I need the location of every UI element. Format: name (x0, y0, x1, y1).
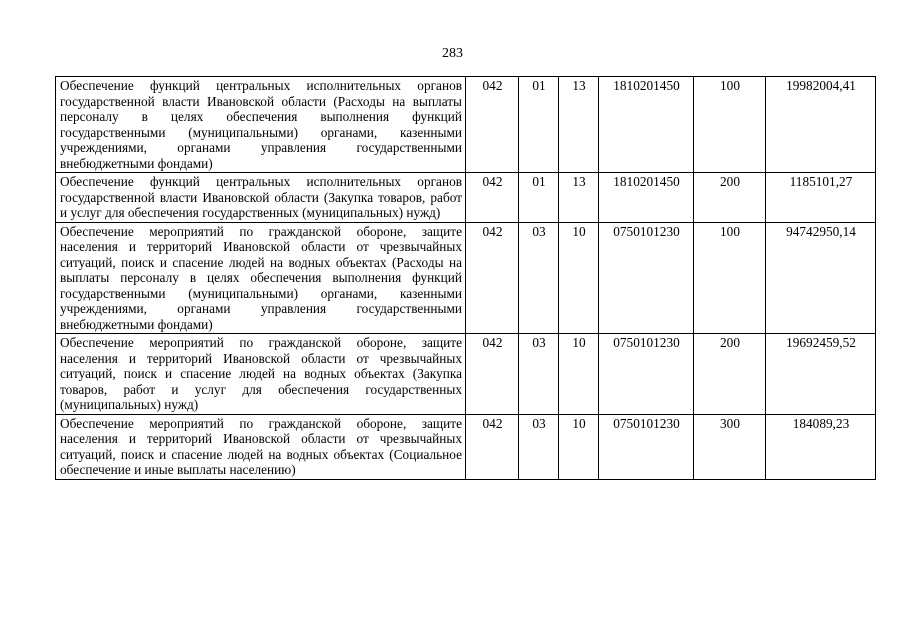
ministry-code: 042 (466, 414, 519, 479)
section-code: 01 (519, 77, 559, 173)
subsection-code: 10 (559, 414, 599, 479)
section-code: 03 (519, 414, 559, 479)
target-code: 1810201450 (599, 173, 694, 223)
row-description: Обеспечение мероприятий по гражданской обороне, защите населения и территорий Ивановской области от чрезвычайных ситуаций, поиск и спасение людей на водных объектах (Закупка товаров, работ и услуг для обеспечения государственных (муниципальных) нужд) (56, 334, 466, 415)
table-row (56, 173, 876, 223)
row-description: Обеспечение мероприятий по гражданской обороне, защите населения и территорий Ивановской области от чрезвычайных ситуаций, поиск и спасение людей на водных объектах (Расходы на выплаты персоналу в целях обеспечения выполнения функций государственными (муниципальными) органами, казенными учреждениями, органами управления государственными внебюджетными фондами) (56, 222, 466, 334)
table-row (56, 77, 876, 173)
ministry-code: 042 (466, 222, 519, 334)
target-code: 1810201450 (599, 77, 694, 173)
page-number: 283 (442, 46, 463, 61)
expense-type-code: 100 (694, 222, 766, 334)
expense-type-code: 200 (694, 173, 766, 223)
table-row (56, 334, 876, 415)
expense-type-code: 200 (694, 334, 766, 415)
amount: 19692459,52 (766, 334, 876, 415)
row-description: Обеспечение мероприятий по гражданской обороне, защите населения и территорий Ивановской области от чрезвычайных ситуаций, поиск и спасение людей на водных объектах (Социальное обеспечение и иные выплаты населению) (56, 414, 466, 479)
amount: 94742950,14 (766, 222, 876, 334)
table-row (56, 222, 876, 334)
target-code: 0750101230 (599, 414, 694, 479)
target-code: 0750101230 (599, 222, 694, 334)
subsection-code: 10 (559, 334, 599, 415)
table-row (56, 414, 876, 479)
section-code: 03 (519, 222, 559, 334)
amount: 184089,23 (766, 414, 876, 479)
subsection-code: 13 (559, 173, 599, 223)
amount: 1185101,27 (766, 173, 876, 223)
target-code: 0750101230 (599, 334, 694, 415)
budget-table (55, 76, 876, 480)
subsection-code: 10 (559, 222, 599, 334)
section-code: 03 (519, 334, 559, 415)
ministry-code: 042 (466, 173, 519, 223)
ministry-code: 042 (466, 77, 519, 173)
amount: 19982004,41 (766, 77, 876, 173)
row-description: Обеспечение функций центральных исполнительных органов государственной власти Ивановской области (Закупка товаров, работ и услуг для обеспечения государственных (муниципальных) нужд) (56, 173, 466, 223)
section-code: 01 (519, 173, 559, 223)
expense-type-code: 100 (694, 77, 766, 173)
expense-type-code: 300 (694, 414, 766, 479)
subsection-code: 13 (559, 77, 599, 173)
row-description: Обеспечение функций центральных исполнительных органов государственной власти Ивановской области (Расходы на выплаты персоналу в целях обеспечения выполнения функций государственными (муниципальными) органами, казенными учреждениями, органами управления государственными внебюджетными фондами) (56, 77, 466, 173)
ministry-code: 042 (466, 334, 519, 415)
